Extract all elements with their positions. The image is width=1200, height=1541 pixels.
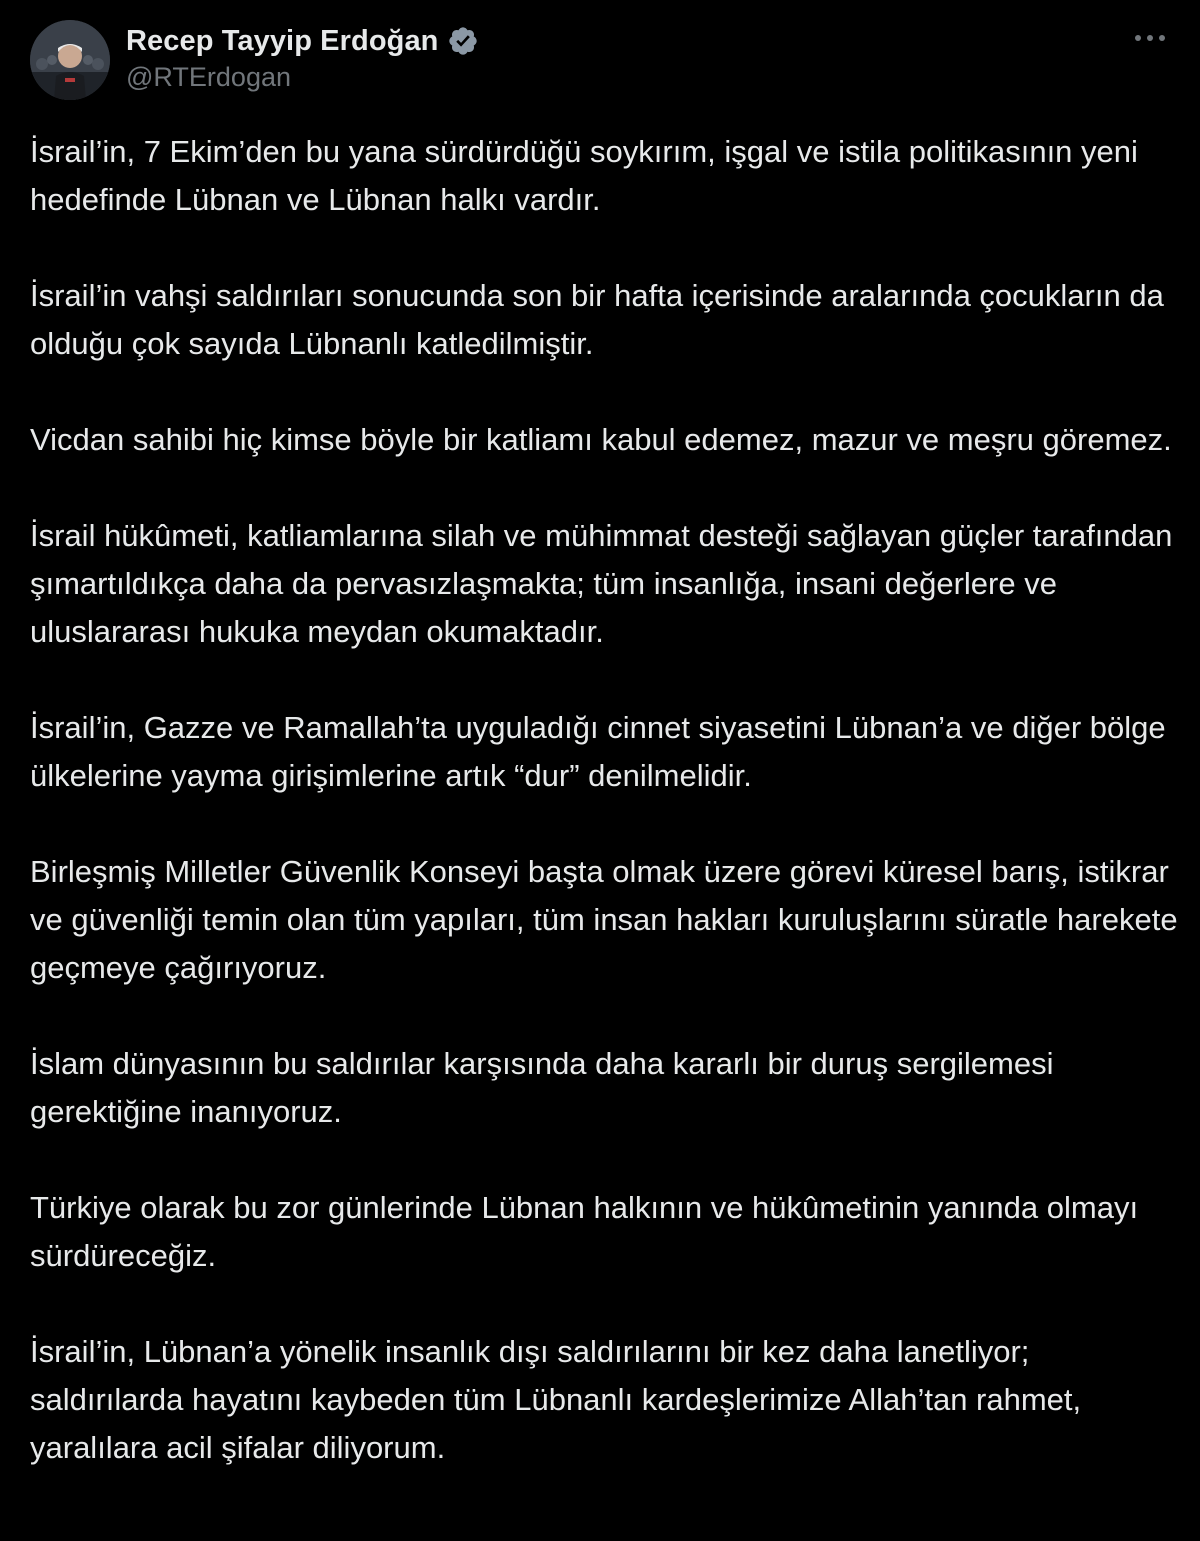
tweet-paragraph: İsrail’in vahşi saldırıları sonucunda son bir hafta içerisinde aralarında çocukların da olduğu çok sayıda Lübnanlı katledilmiştir. (30, 278, 1164, 361)
name-row (126, 22, 479, 60)
verified-badge-icon (447, 25, 479, 57)
more-options-icon (1133, 33, 1167, 43)
tweet-paragraph: İsrail’in, Gazze ve Ramallah’ta uyguladığı cinnet siyasetini Lübnan’a ve diğer bölge ülkelerine yayma girişimlerine artık “dur” denilmelidir. (30, 710, 1166, 793)
author-handle[interactable]: @RTErdogan (126, 62, 291, 92)
author-display-name[interactable]: Recep Tayyip Erdoğan (126, 24, 439, 57)
avatar-photo-icon (30, 20, 110, 100)
avatar[interactable] (30, 20, 110, 100)
tweet-text (30, 128, 1180, 1472)
more-options-button[interactable] (1132, 26, 1168, 50)
tweet-paragraph: Birleşmiş Milletler Güvenlik Konseyi başta olmak üzere görevi küresel barış, istikrar ve güvenliği temin olan tüm yapıları, tüm insan hakları kuruluşlarını süratle harekete geçmeye çağırıyoruz. (30, 854, 1178, 985)
tweet-paragraph: Türkiye olarak bu zor günlerinde Lübnan halkının ve hükûmetinin yanında olmayı sürdüreceğiz. (30, 1190, 1139, 1273)
tweet-paragraph: İslam dünyasının bu saldırılar karşısında daha kararlı bir duruş sergilemesi gerektiğine inanıyoruz. (30, 1046, 1054, 1129)
tweet-paragraph: İsrail hükûmeti, katliamlarına silah ve mühimmat desteği sağlayan güçler tarafından şımartıldıkça daha da pervasızlaşmakta; tüm insanlığa, insani değerlere ve uluslararası hukuka meydan okumaktadır. (30, 518, 1173, 649)
tweet-header (30, 20, 1180, 102)
tweet-paragraph: İsrail’in, Lübnan’a yönelik insanlık dışı saldırılarını bir kez daha lanetliyor; saldırılarda hayatını kaybeden tüm Lübnanlı kardeşlerimize Allah’tan rahmet, yaralılara acil şifalar diliyorum. (30, 1334, 1082, 1465)
tweet-paragraph: Vicdan sahibi hiç kimse böyle bir katliamı kabul edemez, mazur ve meşru göremez. (30, 422, 1172, 457)
author-block (126, 22, 479, 93)
tweet-paragraph: İsrail’in, 7 Ekim’den bu yana sürdürdüğü soykırım, işgal ve istila politikasının yeni hedefinde Lübnan ve Lübnan halkı vardır. (30, 134, 1138, 217)
